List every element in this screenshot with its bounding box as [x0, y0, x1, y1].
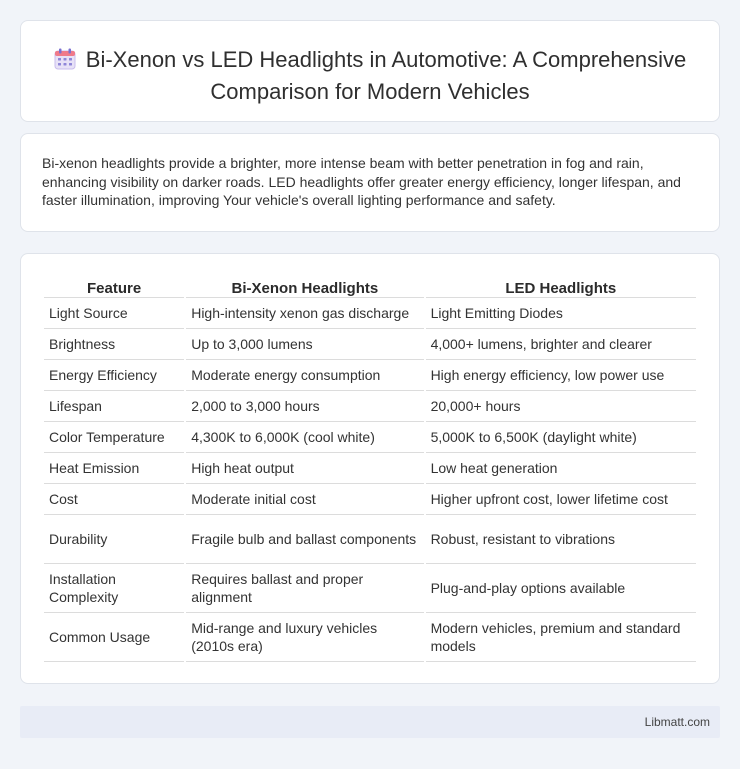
- page-title-text: Bi-Xenon vs LED Headlights in Automotive: A Comprehensive Comparison for Modern Vehicles: [85, 47, 687, 104]
- feature-cell: Cost: [44, 484, 184, 515]
- led-cell: High energy efficiency, low power use: [426, 360, 696, 391]
- bi-xenon-cell: Mid-range and luxury vehicles (2010s era): [186, 613, 423, 662]
- table-row: [44, 515, 696, 564]
- summary-text: Bi-xenon headlights provide a brighter, more intense beam with better penetration in fog and rain, enhancing visibility on darker roads. LED headlights offer greater energy efficiency, longer lifespan, and faster illumination, improving Your vehicle's overall lighting performance and safety.: [42, 155, 681, 208]
- page-title: [21, 45, 719, 106]
- table-row: [44, 613, 696, 662]
- footer-bar: [20, 706, 720, 738]
- column-header-led: LED Headlights: [426, 276, 696, 298]
- bi-xenon-cell: Fragile bulb and ballast components: [186, 515, 423, 564]
- table-row: [44, 298, 696, 329]
- led-cell: 5,000K to 6,500K (daylight white): [426, 422, 696, 453]
- bi-xenon-cell: Moderate energy consumption: [186, 360, 423, 391]
- bi-xenon-cell: High heat output: [186, 453, 423, 484]
- led-cell: 4,000+ lumens, brighter and clearer: [426, 329, 696, 360]
- table-row: [44, 360, 696, 391]
- led-cell: Light Emitting Diodes: [426, 298, 696, 329]
- feature-cell: Light Source: [44, 298, 184, 329]
- bi-xenon-cell: High-intensity xenon gas discharge: [186, 298, 423, 329]
- comparison-table: [42, 276, 698, 662]
- column-header-bi-xenon: Bi-Xenon Headlights: [186, 276, 423, 298]
- table-row: [44, 391, 696, 422]
- feature-cell: Installation Complexity: [44, 564, 184, 613]
- bi-xenon-cell: 4,300K to 6,000K (cool white): [186, 422, 423, 453]
- summary-card: [20, 133, 720, 232]
- table-row: [44, 453, 696, 484]
- led-cell: Low heat generation: [426, 453, 696, 484]
- led-cell: Plug-and-play options available: [426, 564, 696, 613]
- feature-cell: Common Usage: [44, 613, 184, 662]
- column-header-feature: Feature: [44, 276, 184, 298]
- feature-cell: Color Temperature: [44, 422, 184, 453]
- footer-site-link[interactable]: Libmatt.com: [644, 715, 710, 729]
- bi-xenon-cell: Up to 3,000 lumens: [186, 329, 423, 360]
- led-cell: Robust, resistant to vibrations: [426, 515, 696, 564]
- bi-xenon-cell: 2,000 to 3,000 hours: [186, 391, 423, 422]
- table-header-row: [44, 276, 696, 298]
- bi-xenon-cell: Moderate initial cost: [186, 484, 423, 515]
- table-row: [44, 564, 696, 613]
- feature-cell: Energy Efficiency: [44, 360, 184, 391]
- calendar-icon: [54, 48, 76, 77]
- feature-cell: Durability: [44, 515, 184, 564]
- led-cell: Modern vehicles, premium and standard models: [426, 613, 696, 662]
- table-row: [44, 422, 696, 453]
- led-cell: 20,000+ hours: [426, 391, 696, 422]
- table-row: [44, 329, 696, 360]
- table-row: [44, 484, 696, 515]
- feature-cell: Brightness: [44, 329, 184, 360]
- title-card: [20, 20, 720, 122]
- led-cell: Higher upfront cost, lower lifetime cost: [426, 484, 696, 515]
- feature-cell: Lifespan: [44, 391, 184, 422]
- bi-xenon-cell: Requires ballast and proper alignment: [186, 564, 423, 613]
- comparison-card: [20, 253, 720, 684]
- feature-cell: Heat Emission: [44, 453, 184, 484]
